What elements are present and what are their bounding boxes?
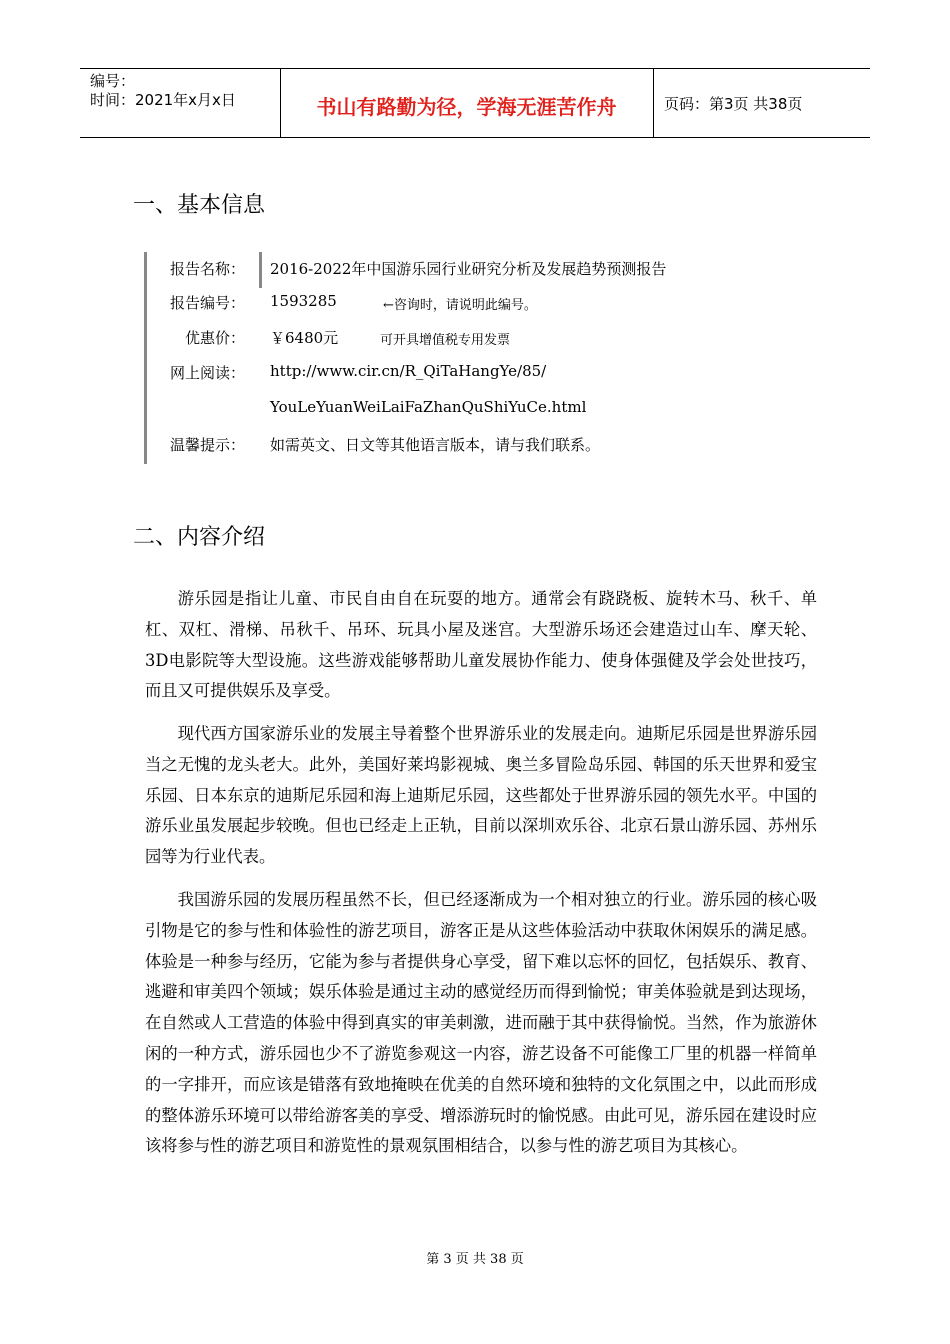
report-code-note: ←咨询时，请说明此编号。 bbox=[383, 298, 537, 313]
report-name-value: 2016-2022年中国游乐园行业研究分析及发展趋势预测报告 bbox=[270, 260, 667, 278]
header-page-cell bbox=[654, 69, 870, 137]
intro-paragraph-1: 游乐园是指让儿童、市民自由自在玩耍的地方。通常会有跷跷板、旋转木马、秋千、单杠、双杠、滑梯、吊秋千、吊环、玩具小屋及迷宫。大型游乐场还会建造过山车、摩天轮、3D电影院等大型设施。这些游戏能够帮助儿童发展协作能力、使身体强健及学会处世技巧，而且又可提供娱乐及享受。 bbox=[145, 589, 817, 701]
price-label: 优惠价： bbox=[184, 329, 245, 347]
online-read-url-line2[interactable]: YouLeYuanWeiLaiFaZhanQuShiYuCe.html bbox=[270, 398, 587, 416]
section-title-content-intro: 二、内容介绍 bbox=[133, 525, 266, 550]
info-block-border bbox=[144, 252, 147, 464]
header-page-number: 页码：第3页 共38页 bbox=[664, 95, 803, 113]
price-note: 可开具增值税专用发票 bbox=[380, 333, 511, 348]
section-title-basic-info: 一、基本信息 bbox=[133, 193, 266, 218]
page-footer-number: 第 3 页 共 38 页 bbox=[426, 1252, 524, 1267]
document-date-label: 时间：2021年x月x日 bbox=[90, 91, 236, 109]
report-name-label: 报告名称： bbox=[169, 260, 245, 278]
report-code-label: 报告编号： bbox=[169, 294, 245, 312]
header-motto-cell bbox=[280, 69, 654, 137]
info-name-divider bbox=[259, 252, 262, 288]
online-read-url-line1[interactable]: http://www.cir.cn/R_QiTaHangYe/85/ bbox=[270, 362, 547, 380]
report-code-value: 1593285 bbox=[270, 292, 337, 310]
header-motto: 书山有路勤为径，学海无涯苦作舟 bbox=[316, 95, 617, 119]
price-value: ￥6480元 bbox=[270, 329, 339, 347]
intro-paragraph-2: 现代西方国家游乐业的发展主导着整个世界游乐业的发展走向。迪斯尼乐园是世界游乐园当之无愧的龙头老大。此外，美国好莱坞影视城、奥兰多冒险岛乐园、韩国的乐天世界和爱宝乐园、日本东京的迪斯尼乐园和海上迪斯尼乐园，这些都处于世界游乐园的领先水平。中国的游乐业虽发展起步较晚。但也已经走上正轨，目前以深圳欢乐谷、北京石景山游乐园、苏州乐园等为行业代表。 bbox=[145, 724, 817, 867]
tip-label: 温馨提示： bbox=[169, 436, 245, 454]
intro-paragraph-3: 我国游乐园的发展历程虽然不长，但已经逐渐成为一个相对独立的行业。游乐园的核心吸引物是它的参与性和体验性的游艺项目，游客正是从这些体验活动中获取休闲娱乐的满足感。体验是一种参与经历，它能为参与者提供身心享受，留下难以忘怀的回忆，包括娱乐、教育、逃避和审美四个领域；娱乐体验是通过主动的感觉经历而得到愉悦；审美体验就是到达现场，在自然或人工营造的体验中得到真实的审美刺激，进而融于其中获得愉悦。当然，作为旅游休闲的一种方式，游乐园也少不了游览参观这一内容，游艺设备不可能像工厂里的机器一样简单的一字排开，而应该是错落有致地掩映在优美的自然环境和独特的文化氛围之中，以此而形成的整体游乐环境可以带给游客美的享受、增添游玩时的愉悦感。由此可见，游乐园在建设时应该将参与性的游艺项目和游览性的景观氛围相结合，以参与性的游艺项目为其核心。 bbox=[145, 890, 817, 1156]
page-header bbox=[80, 68, 870, 138]
header-meta-cell bbox=[80, 69, 281, 137]
online-read-label: 网上阅读： bbox=[169, 364, 245, 382]
document-number-label: 编号： bbox=[90, 72, 136, 90]
tip-value: 如需英文、日文等其他语言版本，请与我们联系。 bbox=[270, 436, 601, 454]
